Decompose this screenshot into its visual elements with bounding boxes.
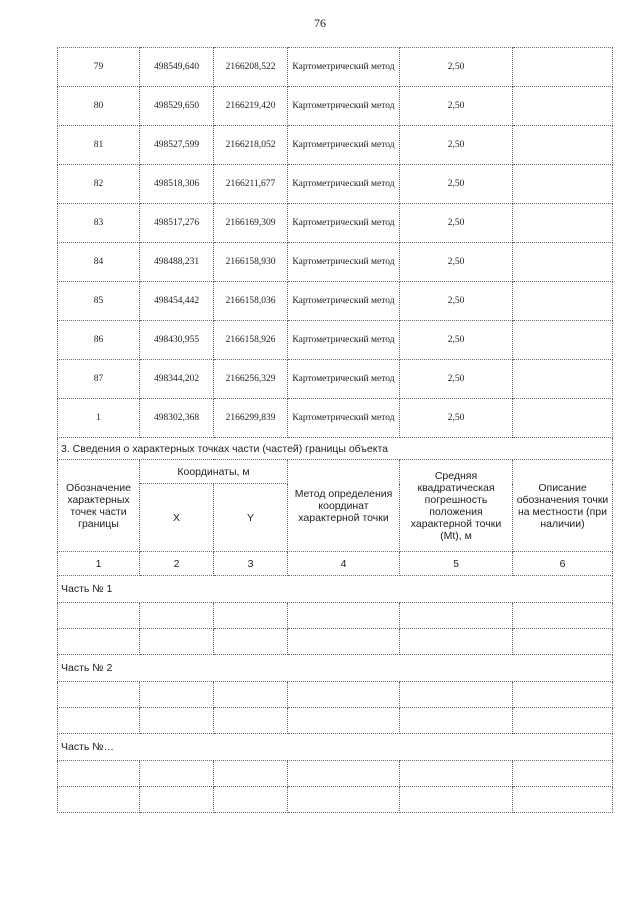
accuracy-cell: 2,50	[400, 204, 513, 243]
point-number-cell: 79	[58, 48, 140, 87]
point-number-cell: 87	[58, 360, 140, 399]
empty-cell	[513, 603, 613, 629]
empty-cell	[214, 629, 288, 655]
part-label: Часть № 2	[58, 655, 613, 682]
point-number-cell: 83	[58, 204, 140, 243]
part-label-row	[58, 576, 613, 603]
empty-cell	[140, 682, 214, 708]
method-cell: Картометрический метод	[288, 399, 400, 438]
part-label: Часть №…	[58, 734, 613, 761]
empty-cell	[400, 603, 513, 629]
description-cell	[513, 165, 613, 204]
accuracy-cell: 2,50	[400, 126, 513, 165]
header-y: Y	[214, 484, 288, 552]
column-numbers-row	[58, 552, 613, 576]
empty-cell	[140, 708, 214, 734]
coordinate-row	[58, 360, 613, 399]
empty-cell	[140, 761, 214, 787]
y-coordinate-cell: 2166158,926	[214, 321, 288, 360]
y-coordinate-cell: 2166218,052	[214, 126, 288, 165]
empty-cell	[214, 761, 288, 787]
empty-cell	[288, 787, 400, 813]
empty-cell	[58, 708, 140, 734]
point-number-cell: 84	[58, 243, 140, 282]
accuracy-cell: 2,50	[400, 165, 513, 204]
coordinate-row	[58, 399, 613, 438]
coordinate-row	[58, 243, 613, 282]
description-cell	[513, 48, 613, 87]
description-cell	[513, 282, 613, 321]
method-cell: Картометрический метод	[288, 165, 400, 204]
y-coordinate-cell: 2166299,839	[214, 399, 288, 438]
empty-cell	[513, 787, 613, 813]
y-coordinate-cell: 2166169,309	[214, 204, 288, 243]
description-cell	[513, 126, 613, 165]
empty-cell	[400, 787, 513, 813]
y-coordinate-cell: 2166158,930	[214, 243, 288, 282]
coordinate-row	[58, 48, 613, 87]
method-cell: Картометрический метод	[288, 321, 400, 360]
description-cell	[513, 204, 613, 243]
empty-cell	[58, 603, 140, 629]
point-number-cell: 85	[58, 282, 140, 321]
header-point-designation: Обозначение характерных точек части границы	[58, 460, 140, 552]
empty-cell	[400, 629, 513, 655]
x-coordinate-cell: 498454,442	[140, 282, 214, 321]
accuracy-cell: 2,50	[400, 282, 513, 321]
empty-cell	[58, 682, 140, 708]
method-cell: Картометрический метод	[288, 204, 400, 243]
empty-row	[58, 708, 613, 734]
empty-cell	[288, 603, 400, 629]
parts-rows	[58, 576, 613, 813]
coordinate-row	[58, 282, 613, 321]
point-number-cell: 82	[58, 165, 140, 204]
page-number: 76	[314, 16, 326, 30]
empty-cell	[214, 708, 288, 734]
empty-cell	[288, 708, 400, 734]
coordinate-row	[58, 204, 613, 243]
part-label-row	[58, 655, 613, 682]
method-cell: Картометрический метод	[288, 126, 400, 165]
accuracy-cell: 2,50	[400, 48, 513, 87]
header-x: X	[140, 484, 214, 552]
empty-cell	[288, 629, 400, 655]
section-3-title: 3. Сведения о характерных точках части (частей) границы объекта	[58, 438, 613, 460]
x-coordinate-cell: 498488,231	[140, 243, 214, 282]
part-label-row	[58, 734, 613, 761]
accuracy-cell: 2,50	[400, 360, 513, 399]
empty-row	[58, 603, 613, 629]
empty-cell	[140, 603, 214, 629]
column-number: 2	[140, 552, 214, 576]
description-cell	[513, 243, 613, 282]
empty-cell	[513, 708, 613, 734]
boundary-points-table	[57, 47, 613, 813]
x-coordinate-cell: 498518,306	[140, 165, 214, 204]
method-cell: Картометрический метод	[288, 48, 400, 87]
empty-cell	[400, 682, 513, 708]
empty-cell	[58, 629, 140, 655]
empty-cell	[288, 761, 400, 787]
description-cell	[513, 360, 613, 399]
header-method: Метод определения координат характерной точки	[288, 460, 400, 552]
coordinate-row	[58, 126, 613, 165]
empty-cell	[58, 787, 140, 813]
column-number: 3	[214, 552, 288, 576]
method-cell: Картометрический метод	[288, 87, 400, 126]
empty-cell	[513, 629, 613, 655]
description-cell	[513, 87, 613, 126]
empty-cell	[288, 682, 400, 708]
coordinate-row	[58, 321, 613, 360]
coordinate-row	[58, 87, 613, 126]
empty-row	[58, 629, 613, 655]
x-coordinate-cell: 498344,202	[140, 360, 214, 399]
part-label: Часть № 1	[58, 576, 613, 603]
coordinate-row	[58, 165, 613, 204]
point-number-cell: 80	[58, 87, 140, 126]
point-number-cell: 81	[58, 126, 140, 165]
empty-cell	[214, 787, 288, 813]
section-3-title-row	[58, 438, 613, 460]
header-row-1	[58, 460, 613, 484]
column-number: 6	[513, 552, 613, 576]
y-coordinate-cell: 2166211,677	[214, 165, 288, 204]
empty-row	[58, 761, 613, 787]
empty-cell	[513, 761, 613, 787]
y-coordinate-cell: 2166158,036	[214, 282, 288, 321]
accuracy-cell: 2,50	[400, 399, 513, 438]
empty-cell	[140, 787, 214, 813]
description-cell	[513, 321, 613, 360]
y-coordinate-cell: 2166208,522	[214, 48, 288, 87]
x-coordinate-cell: 498549,640	[140, 48, 214, 87]
header-coordinates: Координаты, м	[140, 460, 288, 484]
coordinate-rows	[58, 48, 613, 438]
accuracy-cell: 2,50	[400, 321, 513, 360]
method-cell: Картометрический метод	[288, 282, 400, 321]
accuracy-cell: 2,50	[400, 87, 513, 126]
point-number-cell: 1	[58, 399, 140, 438]
method-cell: Картометрический метод	[288, 360, 400, 399]
empty-cell	[58, 761, 140, 787]
point-number-cell: 86	[58, 321, 140, 360]
column-number: 5	[400, 552, 513, 576]
empty-cell	[140, 629, 214, 655]
empty-cell	[214, 603, 288, 629]
description-cell	[513, 399, 613, 438]
y-coordinate-cell: 2166256,329	[214, 360, 288, 399]
column-number: 1	[58, 552, 140, 576]
empty-cell	[400, 761, 513, 787]
header-description: Описание обозначения точки на местности (при наличии)	[513, 460, 613, 552]
x-coordinate-cell: 498302,368	[140, 399, 214, 438]
empty-row	[58, 682, 613, 708]
empty-cell	[214, 682, 288, 708]
x-coordinate-cell: 498529,650	[140, 87, 214, 126]
empty-cell	[513, 682, 613, 708]
x-coordinate-cell: 498527,599	[140, 126, 214, 165]
x-coordinate-cell: 498430,955	[140, 321, 214, 360]
y-coordinate-cell: 2166219,420	[214, 87, 288, 126]
method-cell: Картометрический метод	[288, 243, 400, 282]
header-accuracy: Средняя квадратическая погрешность положения характерной точки (Mt), м	[400, 460, 513, 552]
column-number: 4	[288, 552, 400, 576]
x-coordinate-cell: 498517,276	[140, 204, 214, 243]
empty-cell	[400, 708, 513, 734]
empty-row	[58, 787, 613, 813]
accuracy-cell: 2,50	[400, 243, 513, 282]
